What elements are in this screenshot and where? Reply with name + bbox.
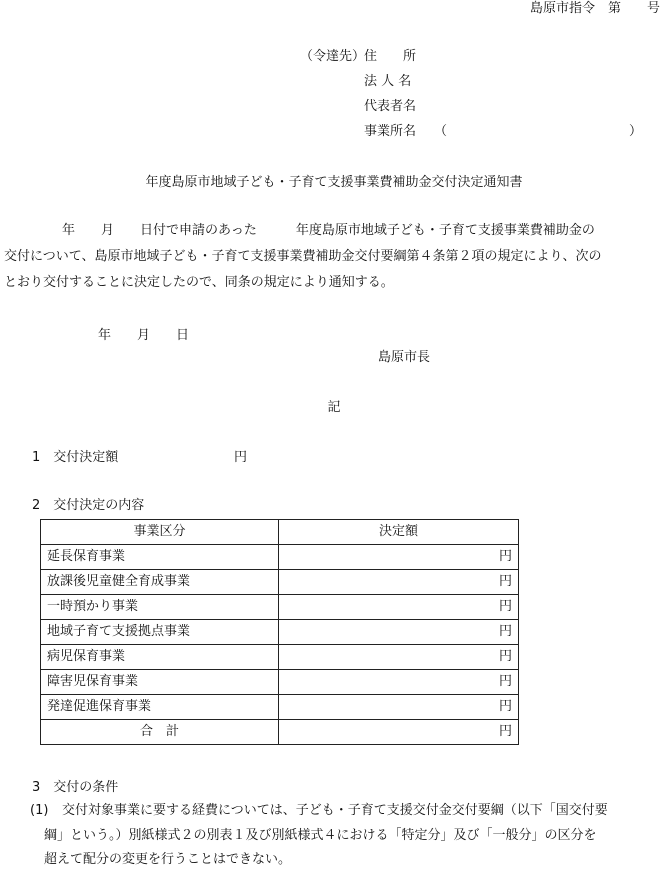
body-line-2: 交付について、島原市地域子ども・子育て支援事業費補助金交付要綱第４条第２項の規定により、次の [4, 249, 602, 264]
column-header-category: 事業区分 [41, 520, 279, 545]
total-amount: 円 [279, 720, 519, 745]
row-category: 延長保育事業 [41, 545, 279, 570]
row-amount: 円 [279, 695, 519, 720]
document-number: 島原市指令 第 号 [529, 1, 660, 16]
table-row [41, 545, 519, 570]
decision-table [40, 519, 519, 745]
table-row [41, 670, 519, 695]
body-line-1: 年 月 日付で申請のあった 年度島原市地域子ども・子育て支援事業費補助金の [62, 223, 595, 238]
row-amount: 円 [279, 545, 519, 570]
office-name-label: 事業所名 [364, 124, 417, 139]
column-header-amount: 決定額 [279, 520, 519, 545]
section-2-label: 2 交付決定の内容 [32, 498, 145, 513]
document-title: 年度島原市地域子ども・子育て支援事業費補助金交付決定通知書 [145, 175, 523, 190]
table-row [41, 570, 519, 595]
row-amount: 円 [279, 595, 519, 620]
table-total-row [41, 720, 519, 745]
ki-heading: 記 [327, 400, 341, 415]
office-name-parentheses: （ ） [434, 124, 643, 139]
condition-1-number: (1) [30, 803, 49, 818]
condition-1-line-1: 交付対象事業に要する経費については、子ども・子育て支援交付金交付要綱（以下「国交付要 [62, 803, 608, 818]
row-amount: 円 [279, 570, 519, 595]
addressee-prefix: （令達先） [300, 49, 366, 64]
address-label: 住 所 [364, 49, 417, 64]
representative-label: 代表者名 [364, 99, 417, 114]
row-category: 発達促進保育事業 [41, 695, 279, 720]
table-row [41, 620, 519, 645]
total-label: 合 計 [41, 720, 279, 745]
body-line-3: とおり交付することに決定したので、同条の規定により通知する。 [4, 275, 394, 290]
corporation-name-label: 法 人 名 [364, 74, 412, 89]
row-category: 地域子育て支援拠点事業 [41, 620, 279, 645]
issue-date: 年 月 日 [98, 328, 190, 343]
section-3-label: 3 交付の条件 [32, 780, 119, 795]
row-category: 病児保育事業 [41, 645, 279, 670]
table-row [41, 695, 519, 720]
condition-1-line-2: 綱」という。）別紙様式２の別表１及び別紙様式４における「特定分」及び「一般分」の区分を [44, 828, 597, 843]
condition-1-line-3: 超えて配分の変更を行うことはできない。 [44, 852, 292, 867]
row-category: 障害児保育事業 [41, 670, 279, 695]
row-category: 一時預かり事業 [41, 595, 279, 620]
row-amount: 円 [279, 620, 519, 645]
section-1-label: 1 交付決定額 [32, 450, 119, 465]
table-row [41, 645, 519, 670]
table-row [41, 595, 519, 620]
row-amount: 円 [279, 645, 519, 670]
mayor-signature: 島原市長 [378, 350, 431, 365]
row-amount: 円 [279, 670, 519, 695]
section-1-unit: 円 [234, 450, 248, 465]
row-category: 放課後児童健全育成事業 [41, 570, 279, 595]
table-header-row [41, 520, 519, 545]
